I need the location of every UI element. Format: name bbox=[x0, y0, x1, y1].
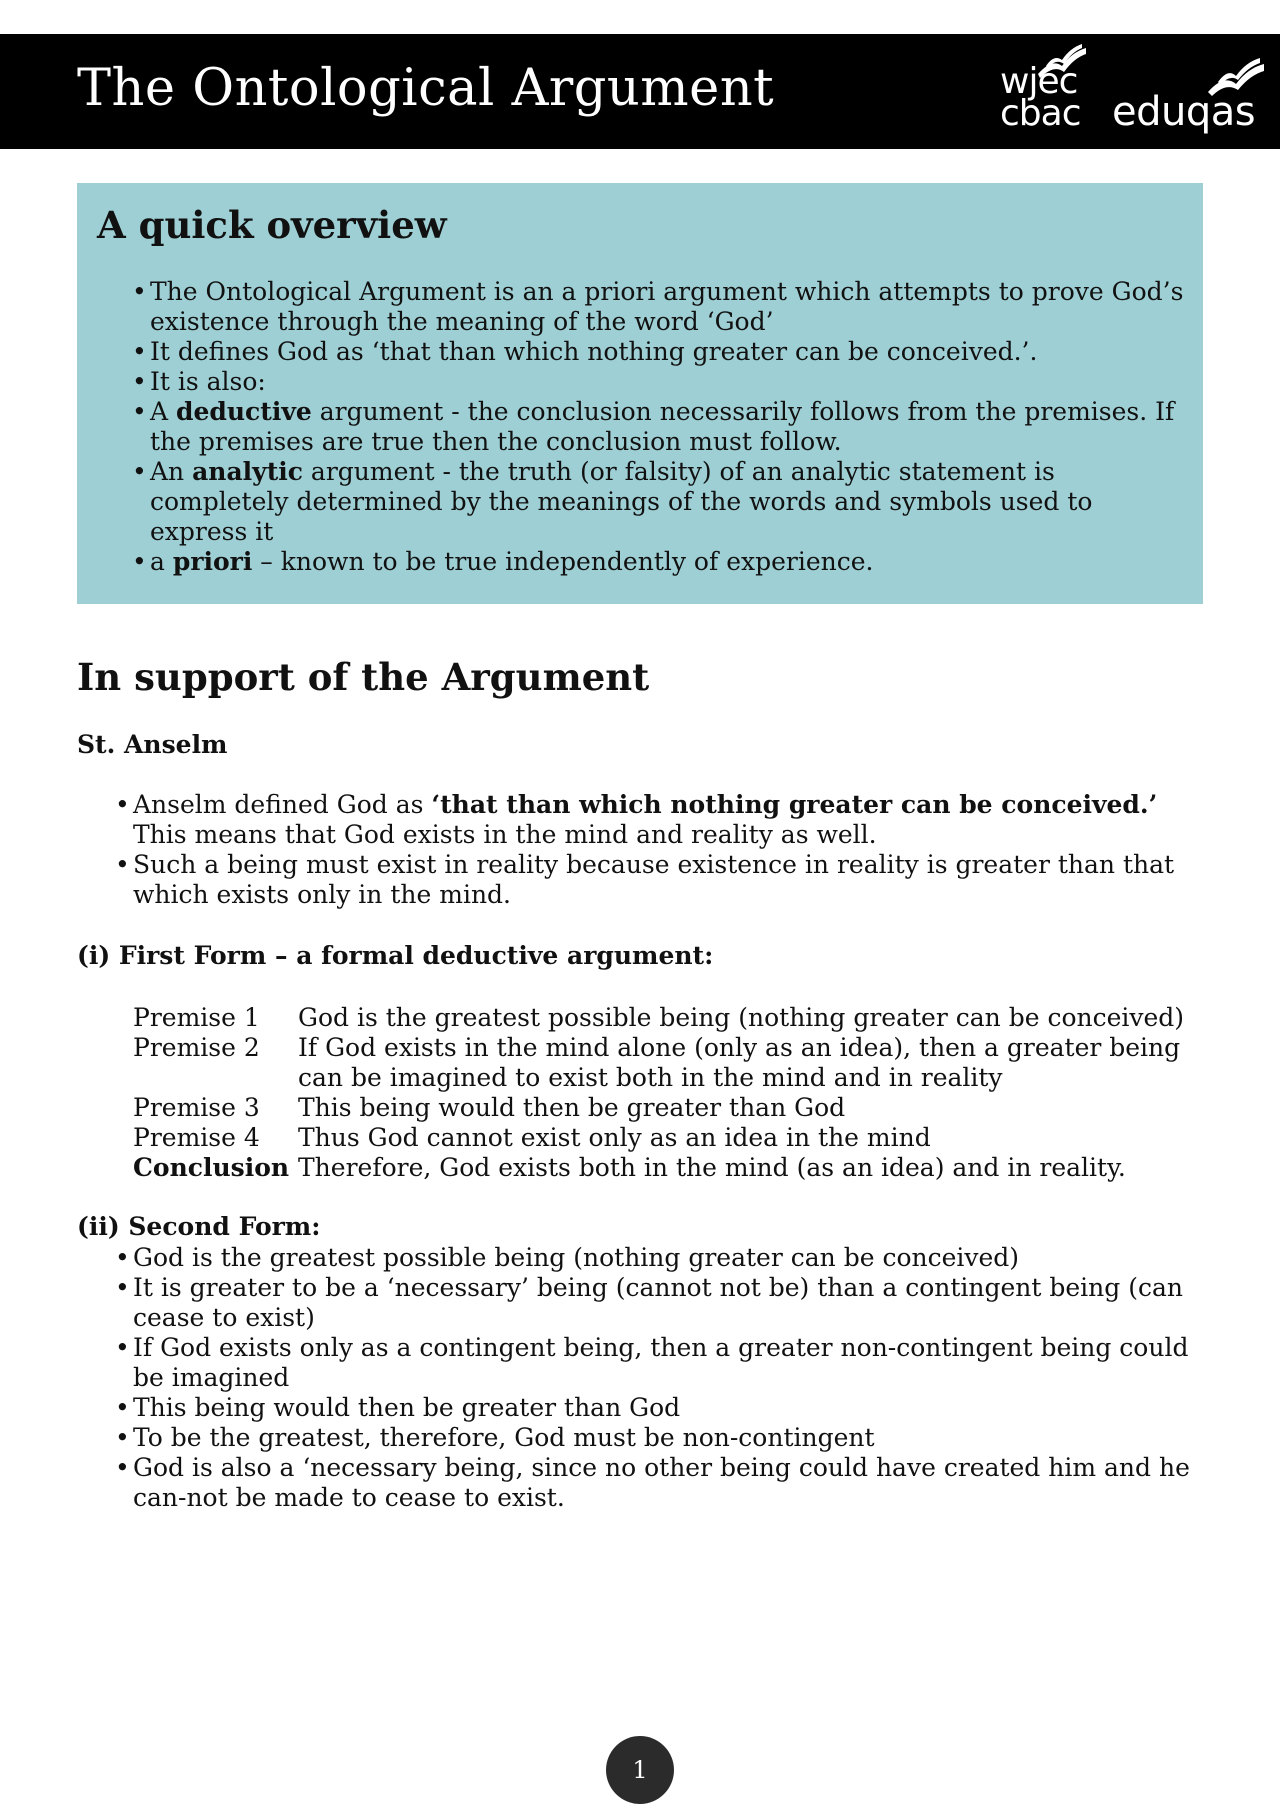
list-item: • It defines God as ‘that than which nothing greater can be conceived.’. bbox=[150, 337, 1190, 367]
first-form-heading: (i) First Form – a formal deductive argument: bbox=[77, 941, 714, 970]
list-item: • a priori – known to be true independently of experience. bbox=[150, 547, 1190, 577]
premise-label: Premise 2 bbox=[133, 1033, 260, 1062]
conclusion-text: Therefore, God exists both in the mind (as an idea) and in reality. bbox=[298, 1153, 1126, 1182]
list-item: • This being would then be greater than God bbox=[133, 1393, 1213, 1423]
premise-row bbox=[133, 1093, 1203, 1123]
list-item: • To be the greatest, therefore, God must be non-contingent bbox=[133, 1423, 1213, 1453]
list-item: • An analytic argument - the truth (or falsity) of an analytic statement is completely determined by the meanings of the words and symbols used to express it bbox=[150, 457, 1190, 547]
anselm-heading: St. Anselm bbox=[77, 730, 228, 759]
list-item: • A deductive argument - the conclusion necessarily follows from the premises. If the premises are true then the conclusion must follow. bbox=[150, 397, 1190, 457]
page-title: The Ontological Argument bbox=[77, 59, 775, 118]
overview-list bbox=[150, 277, 1190, 577]
overview-heading: A quick overview bbox=[97, 203, 447, 247]
page-number: 1 bbox=[606, 1736, 674, 1804]
eduqas-logo bbox=[1112, 88, 1255, 136]
premises-table bbox=[133, 1003, 1203, 1183]
second-form-list bbox=[133, 1243, 1213, 1513]
premise-text: God is the greatest possible being (nothing greater can be conceived) bbox=[298, 1003, 1185, 1032]
premise-text: This being would then be greater than God bbox=[298, 1093, 846, 1122]
premise-text: If God exists in the mind alone (only as an idea), then a greater being can be imagined to exist both in the mind and in reality bbox=[298, 1033, 1181, 1092]
overview-box bbox=[77, 183, 1203, 604]
anselm-list bbox=[133, 790, 1203, 910]
book-icon bbox=[1204, 58, 1268, 98]
list-item: • It is also: bbox=[150, 367, 1190, 397]
list-item: • The Ontological Argument is an a priori argument which attempts to prove God’s existence through the meaning of the word ‘God’ bbox=[150, 277, 1190, 337]
logo-cbac-text: cbac bbox=[1000, 93, 1081, 134]
premise-text: Thus God cannot exist only as an idea in the mind bbox=[298, 1123, 931, 1152]
second-form-heading: (ii) Second Form: bbox=[77, 1212, 321, 1241]
wjec-cbac-logo bbox=[1000, 61, 1100, 134]
list-item: • Anselm defined God as ‘that than which nothing greater can be conceived.’ This means that God exists in the mind and reality as well. bbox=[133, 790, 1203, 850]
list-item: • If God exists only as a contingent being, then a greater non-contingent being could be imagined bbox=[133, 1333, 1213, 1393]
premise-row bbox=[133, 1033, 1203, 1093]
list-item: • God is also a ‘necessary being, since no other being could have created him and he can-not be made to cease to exist. bbox=[133, 1453, 1213, 1513]
page-header bbox=[0, 34, 1280, 149]
list-item: • Such a being must exist in reality because existence in reality is greater than that which exists only in the mind. bbox=[133, 850, 1203, 910]
list-item: • It is greater to be a ‘necessary’ being (cannot not be) than a contingent being (can cease to exist) bbox=[133, 1273, 1213, 1333]
premise-row bbox=[133, 1003, 1203, 1033]
premise-label: Premise 1 bbox=[133, 1003, 260, 1032]
logo-wjec-text: wjec bbox=[1000, 61, 1078, 102]
logo-eduqas-text: eduqas bbox=[1112, 89, 1256, 135]
premise-label: Premise 4 bbox=[133, 1123, 260, 1152]
support-heading: In support of the Argument bbox=[77, 655, 650, 699]
conclusion-label: Conclusion bbox=[133, 1153, 290, 1182]
conclusion-row bbox=[133, 1153, 1203, 1183]
list-item: • God is the greatest possible being (nothing greater can be conceived) bbox=[133, 1243, 1213, 1273]
premise-label: Premise 3 bbox=[133, 1093, 260, 1122]
premise-row bbox=[133, 1123, 1203, 1153]
book-icon bbox=[1034, 44, 1090, 80]
